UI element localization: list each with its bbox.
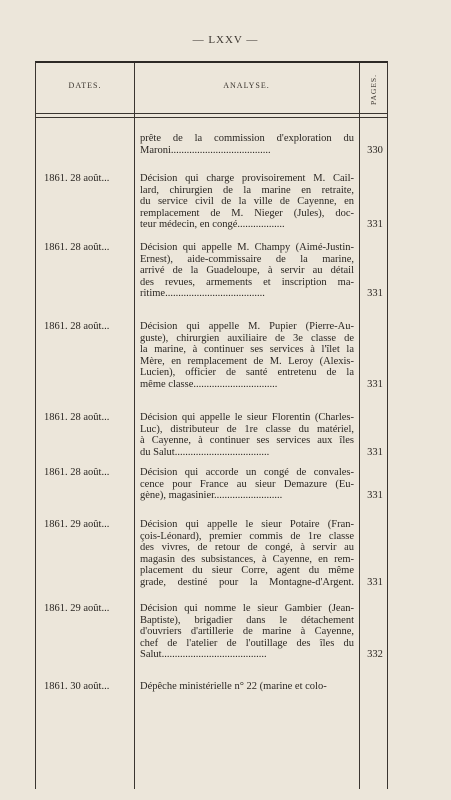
entry-analysis: Dépêche ministérielle n° 22 (marine et colo- — [140, 681, 327, 692]
entry-analysis: Décision qui accorde un congé de convales- cence pour France au sieur Demazure (Eu- gène), magasinier.......................... — [140, 467, 354, 502]
entry-analysis: Décision qui appelle M. Champy (Aimé-Justin- Ernest), aide-commissaire de la marine, arrivé de la Guadeloupe, à servir au détail des revues, armements et inscription ma- ritime...................................... — [140, 242, 354, 300]
entry-date: 1861. 28 août... — [44, 173, 110, 184]
column-header-analyse: ANALYSE. — [223, 81, 270, 90]
entry-date: 1861. 28 août... — [44, 412, 110, 423]
entry-analysis: Décision qui charge provisoirement M. Cail- lard, chirurgien de la marine en retraite, du service civil de la ville de Cayenne, en remplacement de M. Nieger (Jules), doc- teur médecin, en congé.................. — [140, 173, 354, 231]
column-divider — [359, 63, 360, 789]
entry-page: 330 — [367, 144, 383, 156]
column-divider — [134, 63, 135, 789]
entry-analysis: Décision qui appelle le sieur Potaire (Fran- çois-Léonard), premier commis de 1re classe des vivres, de retour de congé, à servir au magasin des subsistances, à Cayenne, en rem- placement du sieur Corre, agent du même grade, destiné pour la Montagne-d'Argent. — [140, 519, 354, 588]
running-head: — LXXV — — [192, 34, 259, 46]
entry-page: 331 — [367, 490, 383, 502]
entry-page: 331 — [367, 446, 383, 458]
header-rule — [36, 117, 387, 118]
column-header-pages: PAGES. — [368, 73, 378, 105]
entry-page: 331 — [367, 379, 383, 390]
index-table — [35, 61, 388, 789]
entry-analysis: prête de la commission d'exploration du Maroni...................................... — [140, 133, 354, 156]
entry-date: 1861. 28 août... — [44, 321, 110, 332]
entry-page: 331 — [367, 219, 383, 231]
entry-date: 1861. 28 août... — [44, 467, 110, 478]
entry-page: 331 — [367, 288, 383, 300]
column-header-dates: DATES. — [68, 81, 102, 90]
entry-analysis: Décision qui appelle M. Pupier (Pierre-Au- guste), chirurgien auxiliaire de 3e classe de la marine, à continuer ses services à l'îlet la Mère, en remplacement de M. Leroy (Alexis- Lucien), officier de santé entretenu de la même classe................................ — [140, 321, 354, 390]
entry-date: 1861. 29 août... — [44, 603, 110, 614]
entry-analysis: Décision qui nomme le sieur Gambier (Jean- Baptiste), brigadier dans le détachement d'ouvriers d'artillerie de marine à Cayenne, chef de l'atelier de l'outillage des îles du Salut........................................ — [140, 603, 354, 661]
entry-page: 332 — [367, 649, 383, 661]
entry-date: 1861. 29 août... — [44, 519, 110, 530]
header-rule — [36, 113, 387, 114]
entry-date: 1861. 28 août... — [44, 242, 110, 253]
entry-page: 331 — [367, 577, 383, 588]
entry-date: 1861. 30 août... — [44, 681, 110, 692]
entry-analysis: Décision qui appelle le sieur Florentin (Charles- Luc), distributeur de 1re classe du matériel, à Cayenne, à continuer ses services aux îles du Salut.................................... — [140, 412, 354, 458]
